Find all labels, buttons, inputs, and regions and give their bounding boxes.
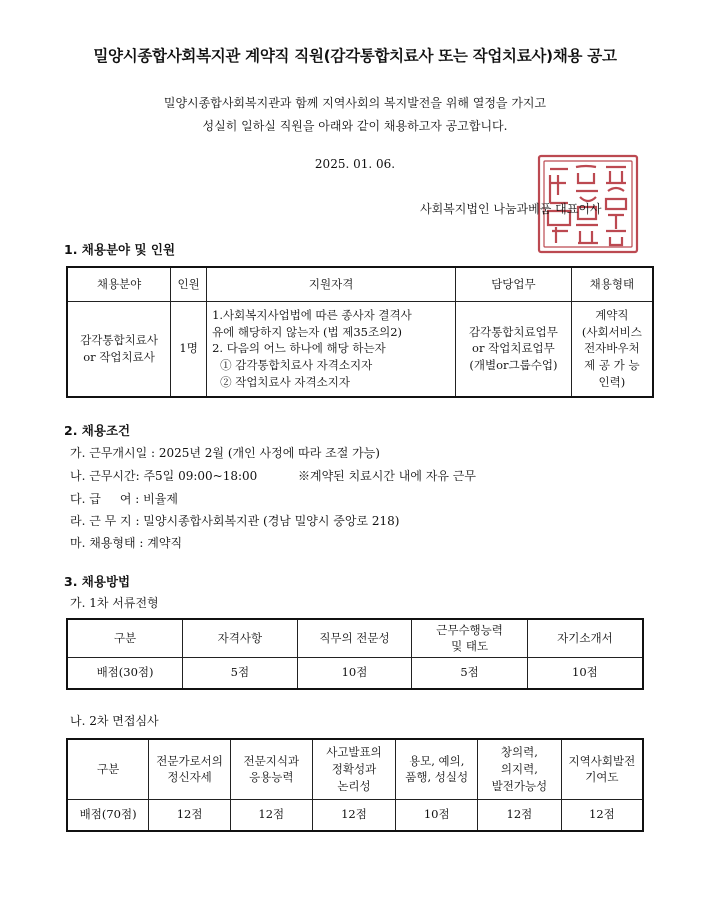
cell-qualifications: 1.사회복지사업법에 따른 종사자 결격사 유에 해당하지 않는자 (법 제35조의2) 2. 다음의 어느 하나에 해당 하는자 ① 감각통합치료사 자격소지자 ② 작업치료사 자격소지자	[207, 301, 456, 397]
stage2-header-knowledge: 전문지식과 응용능력	[230, 739, 312, 799]
stage2-score: 12점	[149, 799, 231, 831]
condition-pay: 다. 급 여 : 비율제	[70, 492, 178, 506]
stage2-header-professional: 전문가로서의 정신자세	[149, 739, 231, 799]
stage1-score: 5점	[183, 657, 298, 689]
stage1-header-self-intro: 자기소개서	[527, 619, 643, 657]
header-qualifications: 지원자격	[207, 267, 456, 301]
organization-name: 사회복지법인 나눔과베품 대표이사	[420, 202, 602, 216]
stage2-header-creativity: 창의력, 의지력, 발전가능성	[478, 739, 562, 799]
section-method-heading: 3. 채용방법	[64, 574, 131, 589]
stage2-header-presentation: 사고발표의 정확성과 논리성	[312, 739, 396, 799]
intro-line-2: 성실히 일하실 직원을 아래와 같이 채용하고자 공고합니다.	[202, 119, 508, 133]
stage2-header-community: 지역사회발전 기여도	[561, 739, 643, 799]
stage2-table	[66, 738, 644, 832]
condition-hours: 나. 근무시간: 주5일 09:00~18:00	[70, 469, 258, 483]
stage1-header-expertise: 직무의 전문성	[297, 619, 412, 657]
header-count: 인원	[171, 267, 207, 301]
condition-location: 라. 근 무 지 : 밀양시종합사회복지관 (경남 밀양시 중앙로 218)	[70, 514, 400, 528]
stage2-header-manner: 용모, 예의, 품행, 성실성	[396, 739, 478, 799]
condition-hours-note: ※계약된 치료시간 내에 자유 근무	[298, 469, 476, 483]
stage2-score: 10점	[396, 799, 478, 831]
condition-start-date: 가. 근무개시일 : 2025년 2월 (개인 사정에 따라 조절 가능)	[70, 446, 380, 460]
stage1-score: 10점	[297, 657, 412, 689]
announcement-date: 2025. 01. 06.	[314, 157, 396, 171]
recruit-table	[66, 266, 654, 398]
cell-field: 감각통합치료사 or 작업치료사	[67, 301, 171, 397]
stage1-table	[66, 618, 644, 690]
section-conditions-heading: 2. 채용조건	[64, 423, 131, 438]
stage2-score: 12점	[230, 799, 312, 831]
cell-type: 계약직 (사회서비스 전자바우처 제 공 가 능 인력)	[571, 301, 653, 397]
stage1-score: 10점	[527, 657, 643, 689]
stage2-score: 12점	[478, 799, 562, 831]
stage2-score-label: 배점(70점)	[67, 799, 149, 831]
stage1-label: 가. 1차 서류전형	[70, 596, 159, 610]
stage2-score: 12점	[561, 799, 643, 831]
header-duties: 담당업무	[456, 267, 572, 301]
page-title: 밀양시종합사회복지관 계약직 직원(감각통합치료사 또는 작업치료사)채용 공고	[93, 47, 617, 65]
stage1-score-label: 배점(30점)	[67, 657, 183, 689]
cell-count: 1명	[171, 301, 207, 397]
stage1-header-qualification: 자격사항	[183, 619, 298, 657]
cell-duties: 감각통합치료업무 or 작업치료업무 (개별or그룹수업)	[456, 301, 572, 397]
stage2-label: 나. 2차 면접심사	[70, 714, 159, 728]
stage1-header-attitude: 근무수행능력 및 태도	[412, 619, 528, 657]
header-type: 채용형태	[571, 267, 653, 301]
condition-type: 마. 채용형태 : 계약직	[70, 536, 183, 550]
header-field: 채용분야	[67, 267, 171, 301]
stage2-score: 12점	[312, 799, 396, 831]
stage1-score: 5점	[412, 657, 528, 689]
section-recruit-heading: 1. 채용분야 및 인원	[64, 242, 176, 257]
stage1-header-category: 구분	[67, 619, 183, 657]
intro-line-1: 밀양시종합사회복지관과 함께 지역사회의 복지발전을 위해 열정을 가지고	[163, 96, 547, 110]
stage2-header-category: 구분	[67, 739, 149, 799]
